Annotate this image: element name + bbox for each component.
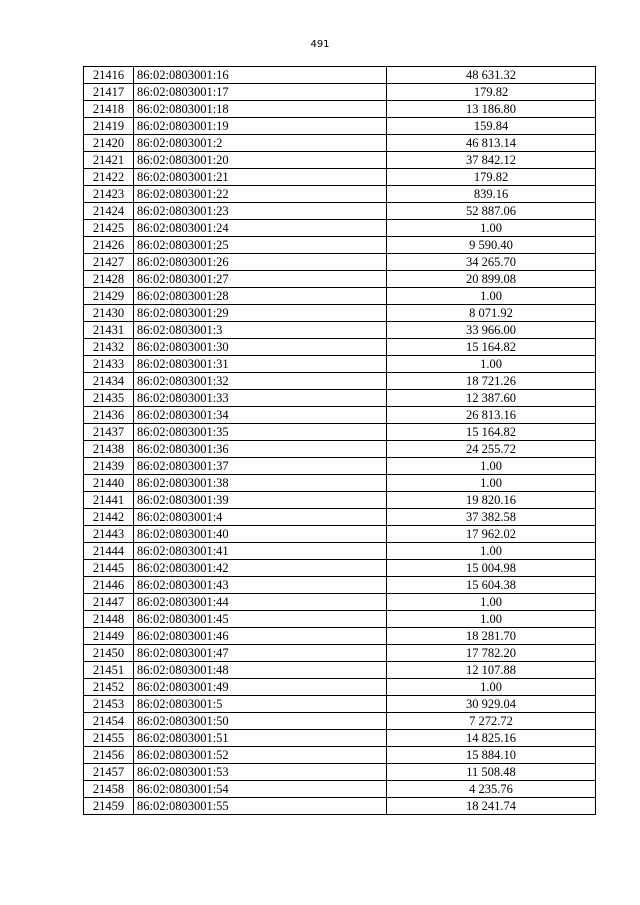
cadastral-number-cell: 86:02:0803001:16 [134, 67, 387, 84]
cadastral-number-cell: 86:02:0803001:21 [134, 169, 387, 186]
cadastral-value-cell: 8 071.92 [387, 305, 596, 322]
cadastral-value-cell: 7 272.72 [387, 713, 596, 730]
row-number-cell: 21453 [84, 696, 134, 713]
table-row [84, 237, 596, 254]
table-row [84, 662, 596, 679]
cadastral-number-cell: 86:02:0803001:54 [134, 781, 387, 798]
cadastral-number-cell: 86:02:0803001:2 [134, 135, 387, 152]
page-number: 491 [310, 39, 330, 50]
row-number-cell: 21442 [84, 509, 134, 526]
table-row [84, 152, 596, 169]
cadastral-value-cell: 37 382.58 [387, 509, 596, 526]
row-number-cell: 21445 [84, 560, 134, 577]
table-row [84, 203, 596, 220]
row-number-cell: 21439 [84, 458, 134, 475]
cadastral-value-cell: 13 186.80 [387, 101, 596, 118]
cadastral-number-cell: 86:02:0803001:45 [134, 611, 387, 628]
row-number-cell: 21425 [84, 220, 134, 237]
cadastral-number-cell: 86:02:0803001:49 [134, 679, 387, 696]
cadastral-number-cell: 86:02:0803001:41 [134, 543, 387, 560]
row-number-cell: 21438 [84, 441, 134, 458]
table-body [84, 67, 596, 815]
cadastral-number-cell: 86:02:0803001:4 [134, 509, 387, 526]
cadastral-value-cell: 839.16 [387, 186, 596, 203]
cadastral-number-cell: 86:02:0803001:46 [134, 628, 387, 645]
table-row [84, 781, 596, 798]
cadastral-value-cell: 11 508.48 [387, 764, 596, 781]
row-number-cell: 21417 [84, 84, 134, 101]
cadastral-value-cell: 1.00 [387, 611, 596, 628]
table-row [84, 390, 596, 407]
row-number-cell: 21437 [84, 424, 134, 441]
cadastral-number-cell: 86:02:0803001:18 [134, 101, 387, 118]
table-row [84, 696, 596, 713]
row-number-cell: 21416 [84, 67, 134, 84]
row-number-cell: 21421 [84, 152, 134, 169]
cadastral-value-cell: 34 265.70 [387, 254, 596, 271]
cadastral-value-cell: 1.00 [387, 458, 596, 475]
row-number-cell: 21443 [84, 526, 134, 543]
cadastral-number-cell: 86:02:0803001:19 [134, 118, 387, 135]
cadastral-number-cell: 86:02:0803001:43 [134, 577, 387, 594]
cadastral-value-cell: 179.82 [387, 84, 596, 101]
cadastral-value-cell: 20 899.08 [387, 271, 596, 288]
table-row [84, 543, 596, 560]
table-row [84, 475, 596, 492]
cadastral-number-cell: 86:02:0803001:17 [134, 84, 387, 101]
table-row [84, 356, 596, 373]
table-row [84, 305, 596, 322]
table-row [84, 747, 596, 764]
row-number-cell: 21449 [84, 628, 134, 645]
cadastral-value-cell: 15 884.10 [387, 747, 596, 764]
cadastral-number-cell: 86:02:0803001:55 [134, 798, 387, 815]
row-number-cell: 21435 [84, 390, 134, 407]
cadastral-value-cell: 14 825.16 [387, 730, 596, 747]
table-row [84, 271, 596, 288]
row-number-cell: 21448 [84, 611, 134, 628]
row-number-cell: 21447 [84, 594, 134, 611]
cadastral-value-cell: 15 004.98 [387, 560, 596, 577]
cadastral-value-cell: 9 590.40 [387, 237, 596, 254]
cadastral-value-cell: 1.00 [387, 220, 596, 237]
table-row [84, 101, 596, 118]
table-row [84, 84, 596, 101]
table-row [84, 186, 596, 203]
cadastral-value-cell: 1.00 [387, 594, 596, 611]
cadastral-number-cell: 86:02:0803001:38 [134, 475, 387, 492]
cadastral-number-cell: 86:02:0803001:30 [134, 339, 387, 356]
cadastral-value-cell: 18 281.70 [387, 628, 596, 645]
table-row [84, 407, 596, 424]
cadastral-number-cell: 86:02:0803001:53 [134, 764, 387, 781]
cadastral-value-cell: 18 721.26 [387, 373, 596, 390]
cadastral-number-cell: 86:02:0803001:36 [134, 441, 387, 458]
cadastral-value-cell: 37 842.12 [387, 152, 596, 169]
cadastral-number-cell: 86:02:0803001:51 [134, 730, 387, 747]
table-row [84, 339, 596, 356]
cadastral-value-table [83, 66, 596, 815]
row-number-cell: 21427 [84, 254, 134, 271]
cadastral-value-cell: 18 241.74 [387, 798, 596, 815]
cadastral-value-cell: 15 604.38 [387, 577, 596, 594]
table-row [84, 798, 596, 815]
cadastral-number-cell: 86:02:0803001:3 [134, 322, 387, 339]
row-number-cell: 21440 [84, 475, 134, 492]
cadastral-number-cell: 86:02:0803001:42 [134, 560, 387, 577]
row-number-cell: 21432 [84, 339, 134, 356]
cadastral-value-cell: 4 235.76 [387, 781, 596, 798]
cadastral-value-cell: 15 164.82 [387, 424, 596, 441]
cadastral-value-cell: 15 164.82 [387, 339, 596, 356]
table-row [84, 628, 596, 645]
row-number-cell: 21446 [84, 577, 134, 594]
cadastral-value-cell: 46 813.14 [387, 135, 596, 152]
row-number-cell: 21450 [84, 645, 134, 662]
cadastral-number-cell: 86:02:0803001:48 [134, 662, 387, 679]
table-row [84, 220, 596, 237]
cadastral-value-cell: 17 782.20 [387, 645, 596, 662]
cadastral-number-cell: 86:02:0803001:44 [134, 594, 387, 611]
table-row [84, 67, 596, 84]
table-row [84, 526, 596, 543]
row-number-cell: 21433 [84, 356, 134, 373]
cadastral-value-cell: 1.00 [387, 356, 596, 373]
cadastral-number-cell: 86:02:0803001:50 [134, 713, 387, 730]
table-row [84, 764, 596, 781]
cadastral-value-cell: 17 962.02 [387, 526, 596, 543]
table-row [84, 679, 596, 696]
cadastral-value-cell: 26 813.16 [387, 407, 596, 424]
table-row [84, 577, 596, 594]
cadastral-number-cell: 86:02:0803001:34 [134, 407, 387, 424]
table-row [84, 322, 596, 339]
row-number-cell: 21426 [84, 237, 134, 254]
table-row [84, 594, 596, 611]
table-row [84, 254, 596, 271]
row-number-cell: 21424 [84, 203, 134, 220]
row-number-cell: 21429 [84, 288, 134, 305]
row-number-cell: 21459 [84, 798, 134, 815]
cadastral-number-cell: 86:02:0803001:5 [134, 696, 387, 713]
cadastral-number-cell: 86:02:0803001:23 [134, 203, 387, 220]
row-number-cell: 21423 [84, 186, 134, 203]
row-number-cell: 21428 [84, 271, 134, 288]
table-row [84, 713, 596, 730]
cadastral-value-cell: 19 820.16 [387, 492, 596, 509]
row-number-cell: 21434 [84, 373, 134, 390]
table-row [84, 288, 596, 305]
cadastral-value-cell: 12 387.60 [387, 390, 596, 407]
cadastral-value-cell: 1.00 [387, 288, 596, 305]
row-number-cell: 21451 [84, 662, 134, 679]
cadastral-number-cell: 86:02:0803001:26 [134, 254, 387, 271]
cadastral-value-cell: 1.00 [387, 543, 596, 560]
row-number-cell: 21455 [84, 730, 134, 747]
row-number-cell: 21419 [84, 118, 134, 135]
cadastral-value-cell: 1.00 [387, 475, 596, 492]
table-row [84, 373, 596, 390]
cadastral-value-cell: 30 929.04 [387, 696, 596, 713]
table-row [84, 458, 596, 475]
row-number-cell: 21422 [84, 169, 134, 186]
row-number-cell: 21420 [84, 135, 134, 152]
row-number-cell: 21456 [84, 747, 134, 764]
cadastral-number-cell: 86:02:0803001:28 [134, 288, 387, 305]
cadastral-number-cell: 86:02:0803001:33 [134, 390, 387, 407]
cadastral-number-cell: 86:02:0803001:31 [134, 356, 387, 373]
cadastral-value-cell: 33 966.00 [387, 322, 596, 339]
table-row [84, 135, 596, 152]
row-number-cell: 21418 [84, 101, 134, 118]
table-row [84, 441, 596, 458]
table-row [84, 730, 596, 747]
table-row [84, 169, 596, 186]
cadastral-number-cell: 86:02:0803001:25 [134, 237, 387, 254]
cadastral-number-cell: 86:02:0803001:52 [134, 747, 387, 764]
cadastral-number-cell: 86:02:0803001:32 [134, 373, 387, 390]
cadastral-number-cell: 86:02:0803001:22 [134, 186, 387, 203]
row-number-cell: 21431 [84, 322, 134, 339]
row-number-cell: 21430 [84, 305, 134, 322]
table-row [84, 118, 596, 135]
cadastral-number-cell: 86:02:0803001:39 [134, 492, 387, 509]
table-row [84, 560, 596, 577]
row-number-cell: 21458 [84, 781, 134, 798]
row-number-cell: 21441 [84, 492, 134, 509]
cadastral-number-cell: 86:02:0803001:40 [134, 526, 387, 543]
cadastral-number-cell: 86:02:0803001:35 [134, 424, 387, 441]
cadastral-value-cell: 48 631.32 [387, 67, 596, 84]
row-number-cell: 21452 [84, 679, 134, 696]
cadastral-number-cell: 86:02:0803001:27 [134, 271, 387, 288]
cadastral-value-cell: 159.84 [387, 118, 596, 135]
cadastral-number-cell: 86:02:0803001:24 [134, 220, 387, 237]
table-row [84, 611, 596, 628]
table-row [84, 645, 596, 662]
cadastral-value-cell: 12 107.88 [387, 662, 596, 679]
cadastral-number-cell: 86:02:0803001:20 [134, 152, 387, 169]
cadastral-value-cell: 52 887.06 [387, 203, 596, 220]
row-number-cell: 21436 [84, 407, 134, 424]
row-number-cell: 21454 [84, 713, 134, 730]
cadastral-value-cell: 24 255.72 [387, 441, 596, 458]
row-number-cell: 21444 [84, 543, 134, 560]
cadastral-number-cell: 86:02:0803001:29 [134, 305, 387, 322]
table-row [84, 492, 596, 509]
table-row [84, 424, 596, 441]
cadastral-value-cell: 1.00 [387, 679, 596, 696]
cadastral-value-cell: 179.82 [387, 169, 596, 186]
cadastral-number-cell: 86:02:0803001:37 [134, 458, 387, 475]
cadastral-number-cell: 86:02:0803001:47 [134, 645, 387, 662]
table-row [84, 509, 596, 526]
row-number-cell: 21457 [84, 764, 134, 781]
